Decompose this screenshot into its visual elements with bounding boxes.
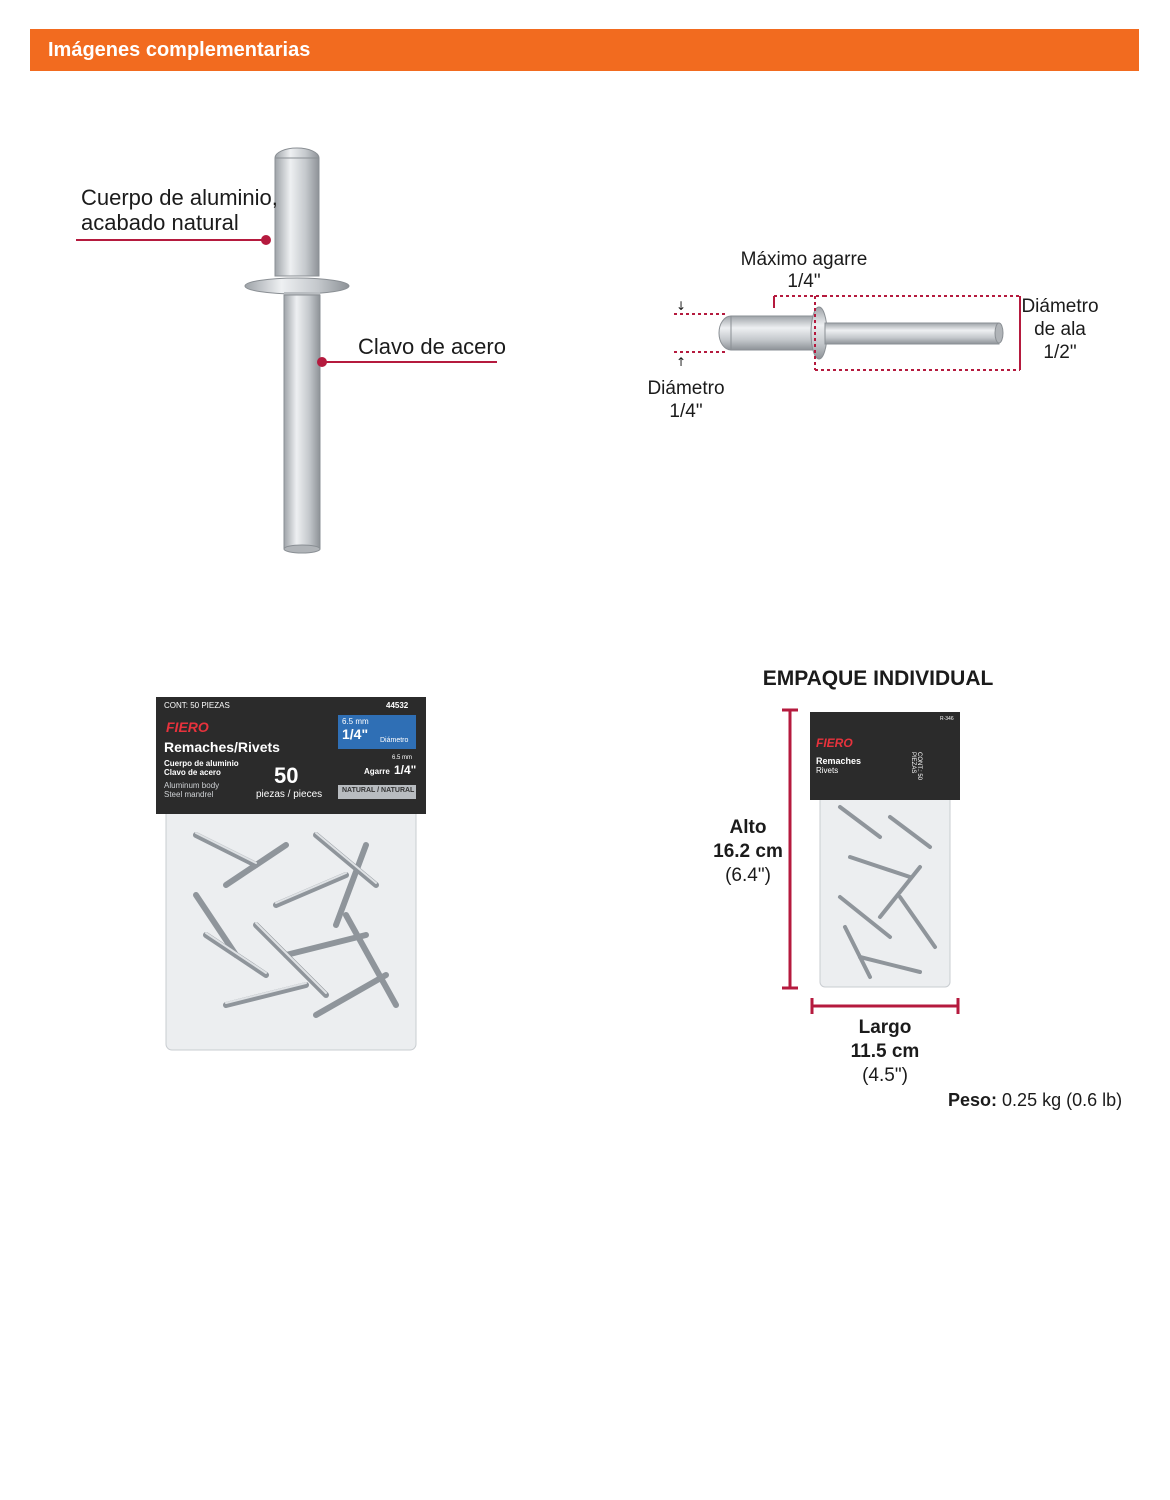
pkg-large-brand: FIERO xyxy=(166,719,209,735)
pkg-large-size-in: 1/4" xyxy=(342,726,369,742)
dim-flange-line2: de ala xyxy=(1034,319,1086,340)
pkg-large-desc-es-2: Clavo de acero xyxy=(164,768,221,777)
pkg-large-grip-label: Agarre xyxy=(364,767,390,776)
pkg-large-count-label: piezas / pieces xyxy=(256,789,323,800)
pkg-weight xyxy=(948,1088,1122,1112)
pkg-large-finish: NATURAL / NATURAL xyxy=(342,787,415,794)
pkg-ind-subtitle: Rivets xyxy=(816,766,839,775)
pkg-width-cm: 11.5 cm xyxy=(850,1041,920,1062)
package-dimension-lines xyxy=(780,706,970,1016)
pkg-large-desc-en-1: Aluminum body xyxy=(164,781,220,790)
section-header: Imágenes complementarias xyxy=(30,29,1139,71)
pkg-large-code: 44532 xyxy=(386,701,409,710)
pkg-large-grip-in: 1/4" xyxy=(394,763,417,777)
dim-diameter-label: Diámetro xyxy=(647,378,725,399)
dim-grip-label: Máximo agarre xyxy=(740,249,868,270)
pkg-width-in: (4.5") xyxy=(862,1065,908,1086)
dim-flange-line1: Diámetro xyxy=(1021,296,1099,317)
pkg-ind-code: R-346 xyxy=(940,716,954,722)
pkg-large-grip-mm: 6.5 mm xyxy=(392,755,413,761)
callout-body-line1: Cuerpo de aluminio, xyxy=(81,185,278,210)
dim-grip-value: 1/4" xyxy=(787,271,821,292)
callout-body-leader xyxy=(76,234,276,246)
pkg-large-cont: CONT: 50 PIEZAS xyxy=(164,701,230,710)
package-individual-heading: EMPAQUE INDIVIDUAL xyxy=(762,667,994,690)
pkg-ind-side-text: CONT.: 50 PIEZAS xyxy=(910,752,922,781)
pkg-weight-label: Peso: xyxy=(948,1090,998,1110)
svg-text:↓: ↓ xyxy=(676,299,687,313)
callout-mandrel-leader xyxy=(316,356,501,368)
pkg-ind-title: Remaches xyxy=(816,756,862,766)
pkg-large-desc-es-1: Cuerpo de aluminio xyxy=(164,759,239,768)
pkg-height-in: (6.4") xyxy=(725,865,771,886)
svg-text:↑: ↑ xyxy=(676,355,687,369)
pkg-ind-brand: FIERO xyxy=(816,736,853,750)
dimension-lines xyxy=(660,290,1040,380)
pkg-large-desc-en-2: Steel mandrel xyxy=(164,790,214,799)
pkg-height-cm: 16.2 cm xyxy=(713,841,783,862)
dim-diameter-value: 1/4" xyxy=(669,401,703,422)
pkg-weight-value: 0.25 kg (0.6 lb) xyxy=(1002,1090,1123,1110)
pkg-large-size-mm: 6.5 mm xyxy=(342,717,369,726)
dim-flange-value: 1/2" xyxy=(1043,342,1077,363)
pkg-large-count: 50 xyxy=(274,763,299,788)
pkg-width-label: Largo xyxy=(858,1017,912,1038)
pkg-large-diam-label: Diámetro xyxy=(380,737,409,744)
package-large-bag xyxy=(166,805,416,1050)
package-large xyxy=(156,697,426,1052)
callout-body-line2: acabado natural xyxy=(81,210,239,235)
pkg-large-title: Remaches/Rivets xyxy=(164,739,280,755)
callout-mandrel: Clavo de acero xyxy=(358,334,506,359)
pkg-height-label: Alto xyxy=(729,817,767,838)
